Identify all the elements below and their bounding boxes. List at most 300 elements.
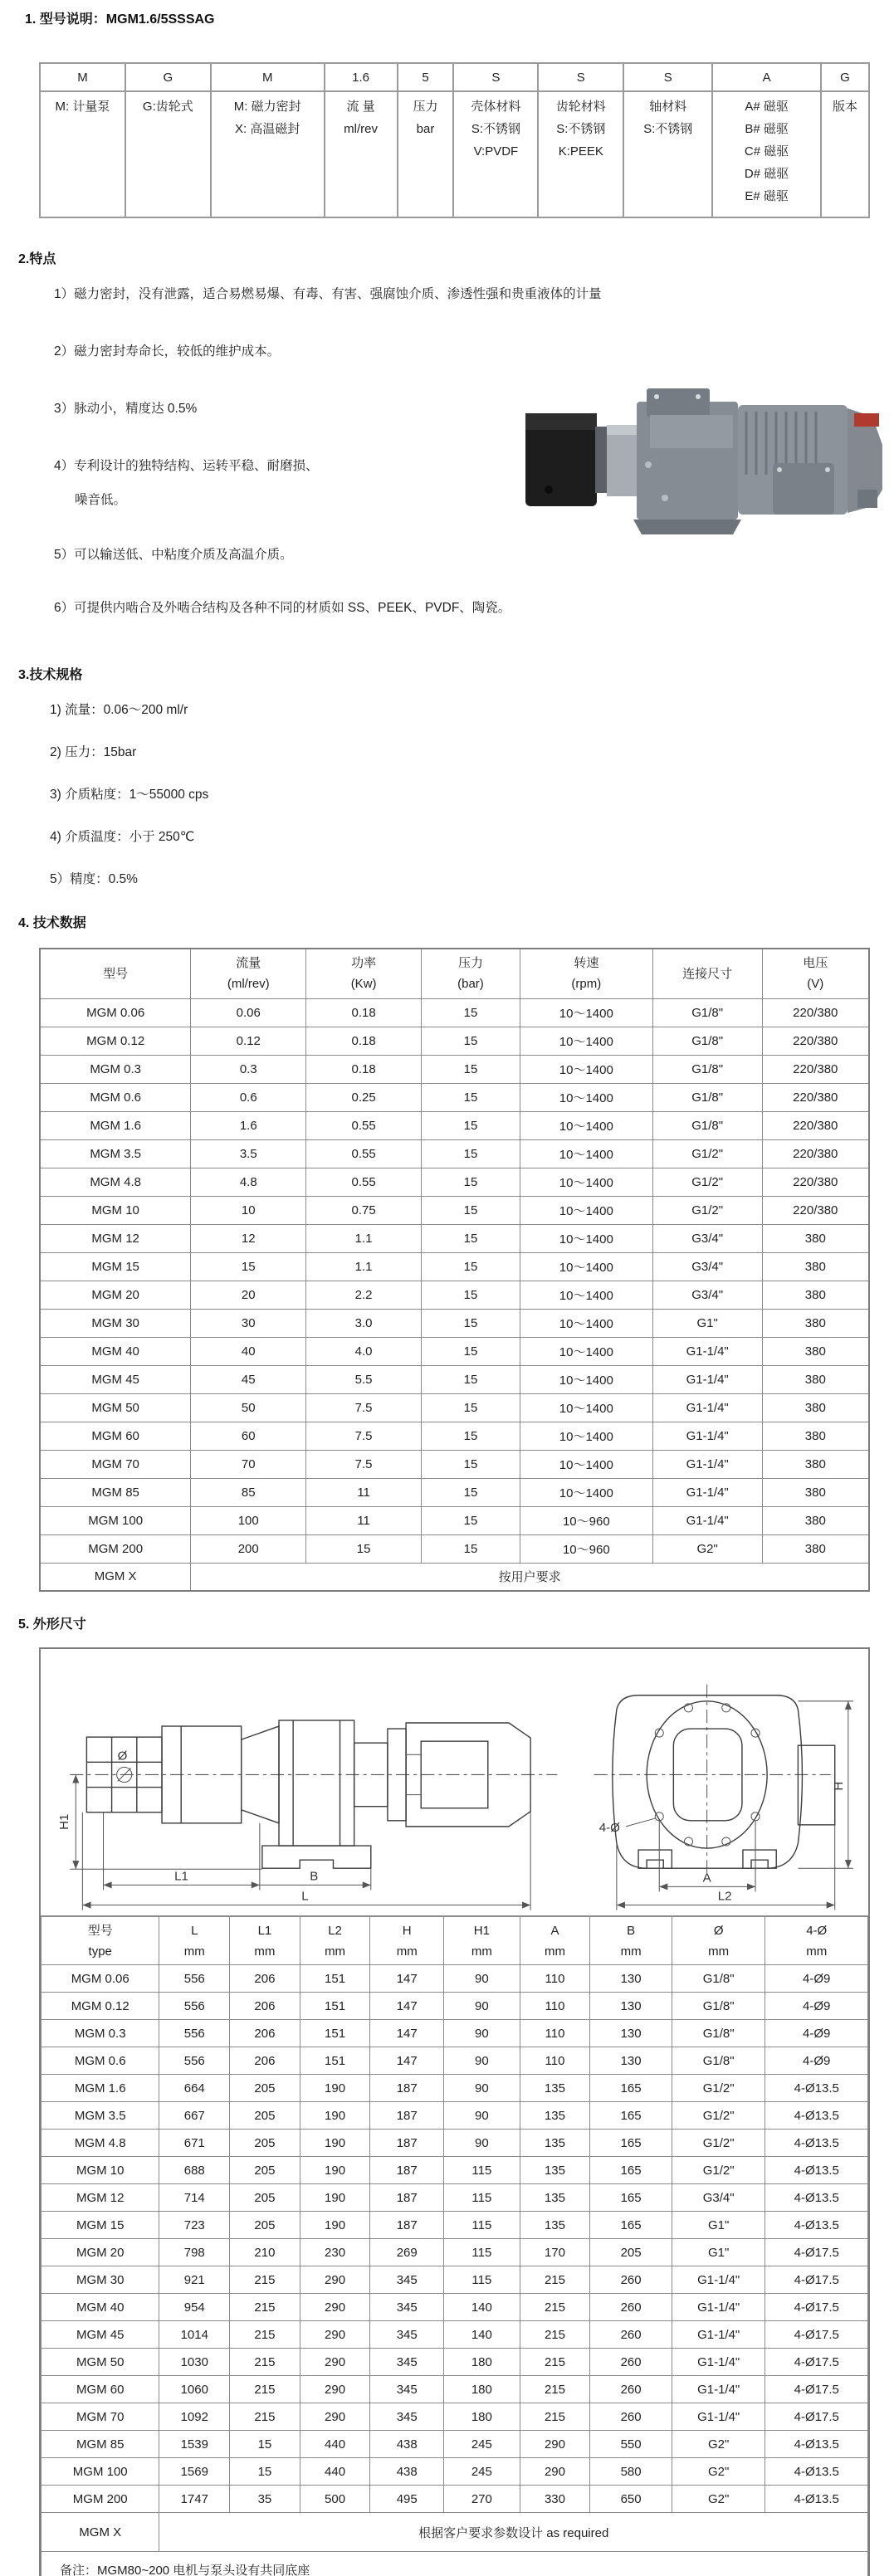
header-cell: Ø mm xyxy=(672,1917,765,1965)
cell: 110 xyxy=(520,1993,590,2020)
table-row xyxy=(42,2403,868,2431)
header-cell: M xyxy=(40,63,125,91)
model-code-table-body xyxy=(40,91,869,217)
table-row xyxy=(42,2212,868,2239)
header-cell: H mm xyxy=(370,1917,444,1965)
table-row xyxy=(40,1478,869,1506)
cell: 345 xyxy=(370,2266,444,2294)
header-cell: 1.6 xyxy=(325,63,398,91)
table-row xyxy=(42,2020,868,2047)
cell: 1060 xyxy=(159,2376,230,2403)
cell: 1747 xyxy=(159,2486,230,2513)
cell: 798 xyxy=(159,2239,230,2266)
cell: MGM 45 xyxy=(40,1365,191,1393)
cell: MGM 70 xyxy=(42,2403,159,2431)
cell: G1" xyxy=(672,2212,765,2239)
header-cell: L mm xyxy=(159,1917,230,1965)
cell: MGM 3.5 xyxy=(40,1139,191,1168)
cell: G1" xyxy=(672,2239,765,2266)
cell: 220/380 xyxy=(762,1055,869,1083)
cell: MGM 0.06 xyxy=(42,1965,159,1993)
cell: M: 磁力密封 X: 高温磁封 xyxy=(211,91,325,217)
cell: 180 xyxy=(444,2349,520,2376)
cell: 190 xyxy=(300,2102,370,2130)
outline-dimensions-table-body xyxy=(42,1965,868,2576)
cell: 7.5 xyxy=(306,1393,422,1422)
cell: 206 xyxy=(230,1965,300,1993)
cell: M: 计量泵 xyxy=(40,91,125,217)
cell: 290 xyxy=(520,2431,590,2458)
cell: 4-Ø13.5 xyxy=(765,2458,868,2486)
cell: 15 xyxy=(422,1534,520,1563)
cell: 0.18 xyxy=(306,998,422,1027)
section-3-heading: 3.技术规格 xyxy=(18,668,83,682)
cell: 15 xyxy=(422,1365,520,1393)
table-row xyxy=(42,2321,868,2349)
cell: 7.5 xyxy=(306,1422,422,1450)
cell: 4-Ø13.5 xyxy=(765,2212,868,2239)
cell: G3/4" xyxy=(672,2184,765,2212)
cell: 206 xyxy=(230,2020,300,2047)
cell: 4-Ø17.5 xyxy=(765,2349,868,2376)
cell: 205 xyxy=(230,2130,300,2157)
cell: G1/2" xyxy=(652,1139,762,1168)
table-row xyxy=(40,1393,869,1422)
cell: 215 xyxy=(230,2376,300,2403)
cell: G1-1/4" xyxy=(652,1422,762,1450)
table-row xyxy=(42,2266,868,2294)
cell: 220/380 xyxy=(762,1139,869,1168)
cell: 4.0 xyxy=(306,1337,422,1365)
cell: 260 xyxy=(590,2294,672,2321)
cell: 4.8 xyxy=(191,1168,306,1196)
cell: G1/8" xyxy=(652,1055,762,1083)
cell: MGM 0.12 xyxy=(42,1993,159,2020)
table-row xyxy=(40,1281,869,1309)
cell: 3.0 xyxy=(306,1309,422,1337)
header-cell: 4-Ø mm xyxy=(765,1917,868,1965)
cell: 4-Ø9 xyxy=(765,1993,868,2020)
cell: G1/8" xyxy=(652,1027,762,1055)
cell: 15 xyxy=(422,1252,520,1281)
header-cell: A xyxy=(712,63,821,91)
cell: 15 xyxy=(422,1027,520,1055)
cell: 556 xyxy=(159,1993,230,2020)
table-row xyxy=(42,2376,868,2403)
table-row xyxy=(40,1563,869,1591)
table-row xyxy=(40,1139,869,1168)
header-cell: L1 mm xyxy=(230,1917,300,1965)
table-row xyxy=(42,2486,868,2513)
table-row xyxy=(42,2130,868,2157)
cell: G1/2" xyxy=(672,2130,765,2157)
cell: 30 xyxy=(191,1309,306,1337)
table-row xyxy=(42,2157,868,2184)
cell: 135 xyxy=(520,2102,590,2130)
cell: 10～1400 xyxy=(520,1281,652,1309)
cell: 330 xyxy=(520,2486,590,2513)
cell: 版本 xyxy=(821,91,869,217)
cell: 齿轮材料 S:不锈钢 K:PEEK xyxy=(538,91,623,217)
header-cell: S xyxy=(538,63,623,91)
cell: G1/8" xyxy=(672,2047,765,2075)
cell: 664 xyxy=(159,2075,230,2102)
cell: 190 xyxy=(300,2130,370,2157)
cell: 3.5 xyxy=(191,1139,306,1168)
cell: MGM 0.06 xyxy=(40,998,191,1027)
cell: 290 xyxy=(300,2403,370,2431)
cell: 85 xyxy=(191,1478,306,1506)
table-row xyxy=(40,1309,869,1337)
cell: 205 xyxy=(230,2157,300,2184)
header-cell: 流量 (ml/rev) xyxy=(191,949,306,998)
cell: 723 xyxy=(159,2212,230,2239)
table-row xyxy=(40,1252,869,1281)
cell: 1569 xyxy=(159,2458,230,2486)
spec-item-3: 3) 介质粘度：1～55000 cps xyxy=(50,788,209,802)
cell: 165 xyxy=(590,2075,672,2102)
cell: 4-Ø13.5 xyxy=(765,2075,868,2102)
cell: 165 xyxy=(590,2212,672,2239)
cell: 110 xyxy=(520,2047,590,2075)
cell: 245 xyxy=(444,2458,520,2486)
cell: 15 xyxy=(306,1534,422,1563)
cell: MGM 0.6 xyxy=(40,1083,191,1111)
cell: 10～1400 xyxy=(520,1450,652,1478)
table-row xyxy=(42,2349,868,2376)
cell: 205 xyxy=(230,2184,300,2212)
cell: MGM 100 xyxy=(40,1506,191,1534)
table-row xyxy=(42,1993,868,2020)
dimension-drawing xyxy=(41,1649,868,1916)
table-row xyxy=(40,1506,869,1534)
cell: 70 xyxy=(191,1450,306,1478)
cell: 90 xyxy=(444,2075,520,2102)
table-row xyxy=(40,1168,869,1196)
cell: G1/8" xyxy=(672,2020,765,2047)
cell: 151 xyxy=(300,2020,370,2047)
table-row xyxy=(42,2075,868,2102)
cell: 15 xyxy=(422,1506,520,1534)
table-row xyxy=(42,2047,868,2075)
cell: 290 xyxy=(520,2458,590,2486)
cell: G1-1/4" xyxy=(672,2376,765,2403)
table-row xyxy=(40,1224,869,1252)
cell: MGM 12 xyxy=(40,1224,191,1252)
cell: MGM 4.8 xyxy=(40,1168,191,1196)
cell: 190 xyxy=(300,2075,370,2102)
cell: 210 xyxy=(230,2239,300,2266)
table-row xyxy=(40,1196,869,1224)
cell: 10～1400 xyxy=(520,1168,652,1196)
pump-product-photo xyxy=(524,365,887,541)
technical-data-table-body xyxy=(40,998,869,1591)
cell: 440 xyxy=(300,2458,370,2486)
cell: 15 xyxy=(422,998,520,1027)
cell: 130 xyxy=(590,2047,672,2075)
table-row xyxy=(42,2513,868,2552)
cell: 260 xyxy=(590,2266,672,2294)
table-row xyxy=(40,1111,869,1139)
cell: G1-1/4" xyxy=(672,2294,765,2321)
cell: 15 xyxy=(230,2458,300,2486)
cell: 20 xyxy=(191,1281,306,1309)
cell: 0.25 xyxy=(306,1083,422,1111)
cell: 10～1400 xyxy=(520,1309,652,1337)
table-row xyxy=(40,1422,869,1450)
technical-data-table xyxy=(39,948,870,1592)
cell: G1-1/4" xyxy=(652,1393,762,1422)
cell: 187 xyxy=(370,2075,444,2102)
cell: 140 xyxy=(444,2294,520,2321)
cell: G3/4" xyxy=(652,1224,762,1252)
header-cell: A mm xyxy=(520,1917,590,1965)
cell: 0.55 xyxy=(306,1168,422,1196)
cell: MGM 40 xyxy=(42,2294,159,2321)
cell: 135 xyxy=(520,2130,590,2157)
cell: 550 xyxy=(590,2431,672,2458)
dimension-drawing-svg xyxy=(41,1649,868,1915)
cell: MGM 12 xyxy=(42,2184,159,2212)
cell: MGM 40 xyxy=(40,1337,191,1365)
cell: G1-1/4" xyxy=(652,1365,762,1393)
header-cell: G xyxy=(125,63,211,91)
cell: 4-Ø17.5 xyxy=(765,2376,868,2403)
cell: 100 xyxy=(191,1506,306,1534)
cell: 380 xyxy=(762,1422,869,1450)
cell: G1/8" xyxy=(652,998,762,1027)
cell: 556 xyxy=(159,2047,230,2075)
cell: 流 量 ml/rev xyxy=(325,91,398,217)
cell: MGM 0.3 xyxy=(40,1055,191,1083)
cell: G1-1/4" xyxy=(652,1478,762,1506)
cell: 667 xyxy=(159,2102,230,2130)
cell: 压力 bar xyxy=(398,91,454,217)
header-cell: G xyxy=(821,63,869,91)
cell: 45 xyxy=(191,1365,306,1393)
cell: MGM 70 xyxy=(40,1450,191,1478)
label-h: H xyxy=(831,1781,846,1791)
cell: 187 xyxy=(370,2102,444,2130)
features-list xyxy=(0,285,894,617)
header-row xyxy=(40,949,869,998)
cell: 230 xyxy=(300,2239,370,2266)
cell: 1.1 xyxy=(306,1224,422,1252)
header-cell: 连接尺寸 xyxy=(652,949,762,998)
cell: 10～1400 xyxy=(520,1365,652,1393)
cell: MGM 200 xyxy=(40,1534,191,1563)
cell: 90 xyxy=(444,1993,520,2020)
cell: 4-Ø13.5 xyxy=(765,2102,868,2130)
cell: 380 xyxy=(762,1337,869,1365)
cell: 根据客户要求参数设计 as required xyxy=(159,2513,868,2552)
cell: 165 xyxy=(590,2157,672,2184)
cell: 190 xyxy=(300,2157,370,2184)
cell: 714 xyxy=(159,2184,230,2212)
section-4-heading: 4. 技术数据 xyxy=(18,916,86,930)
cell: 4-Ø9 xyxy=(765,1965,868,1993)
label-l2: L2 xyxy=(717,1889,732,1904)
cell: 90 xyxy=(444,2102,520,2130)
cell: 4-Ø13.5 xyxy=(765,2130,868,2157)
cell: G1/2" xyxy=(652,1196,762,1224)
label-a: A xyxy=(702,1871,711,1886)
spec-item-5: 5）精度：0.5% xyxy=(50,872,138,886)
cell: G3/4" xyxy=(652,1252,762,1281)
header-cell: M xyxy=(211,63,325,91)
cell: 380 xyxy=(762,1252,869,1281)
header-cell: B mm xyxy=(590,1917,672,1965)
cell: 215 xyxy=(230,2403,300,2431)
cell: 495 xyxy=(370,2486,444,2513)
cell: 10～1400 xyxy=(520,1196,652,1224)
table-row xyxy=(40,1027,869,1055)
cell: 260 xyxy=(590,2349,672,2376)
cell: 220/380 xyxy=(762,1168,869,1196)
cell: 180 xyxy=(444,2376,520,2403)
cell: 11 xyxy=(306,1506,422,1534)
cell: 35 xyxy=(230,2486,300,2513)
cell: 187 xyxy=(370,2157,444,2184)
cell: 115 xyxy=(444,2184,520,2212)
cell: 15 xyxy=(422,1393,520,1422)
label-h1: H1 xyxy=(57,1813,72,1830)
cell: MGM X xyxy=(40,1563,191,1591)
cell: MGM 15 xyxy=(42,2212,159,2239)
cell: MGM 10 xyxy=(40,1196,191,1224)
cell: 438 xyxy=(370,2458,444,2486)
cell: 115 xyxy=(444,2212,520,2239)
cell: 1092 xyxy=(159,2403,230,2431)
cell: 90 xyxy=(444,2130,520,2157)
cell: 215 xyxy=(520,2349,590,2376)
cell: 215 xyxy=(520,2266,590,2294)
cell: 220/380 xyxy=(762,1111,869,1139)
cell: G2" xyxy=(672,2431,765,2458)
header-cell: L2 mm xyxy=(300,1917,370,1965)
cell: 15 xyxy=(422,1450,520,1478)
table-row xyxy=(42,2294,868,2321)
cell: 10～1400 xyxy=(520,1478,652,1506)
cell: 11 xyxy=(306,1478,422,1506)
cell: 4-Ø17.5 xyxy=(765,2239,868,2266)
cell: 10～1400 xyxy=(520,1027,652,1055)
cell: 206 xyxy=(230,2047,300,2075)
feature-item-4-continued: 噪音低。 xyxy=(75,493,127,507)
cell: 0.55 xyxy=(306,1111,422,1139)
title-prefix: 1. 型号说明： xyxy=(25,12,106,27)
cell: 90 xyxy=(444,2047,520,2075)
cell: 180 xyxy=(444,2403,520,2431)
table-row xyxy=(42,2431,868,2458)
table-row xyxy=(40,1534,869,1563)
header-cell: S xyxy=(453,63,538,91)
header-cell: 型号 type xyxy=(42,1917,159,1965)
cell: 380 xyxy=(762,1224,869,1252)
table-row xyxy=(40,91,869,217)
cell: 0.6 xyxy=(191,1083,306,1111)
cell: 10～1400 xyxy=(520,1252,652,1281)
cell: MGM 4.8 xyxy=(42,2130,159,2157)
cell: 10～1400 xyxy=(520,1224,652,1252)
cell: 10～960 xyxy=(520,1506,652,1534)
table-row xyxy=(40,998,869,1027)
cell: MGM 10 xyxy=(42,2157,159,2184)
spec-item-1: 1) 流量：0.06～200 ml/r xyxy=(50,703,188,717)
cell: 380 xyxy=(762,1393,869,1422)
cell: 921 xyxy=(159,2266,230,2294)
cell: G3/4" xyxy=(652,1281,762,1309)
cell: 7.5 xyxy=(306,1450,422,1478)
cell: 10～1400 xyxy=(520,1055,652,1083)
cell: 440 xyxy=(300,2431,370,2458)
cell: 60 xyxy=(191,1422,306,1450)
cell: 147 xyxy=(370,1965,444,1993)
cell: 135 xyxy=(520,2075,590,2102)
cell: 135 xyxy=(520,2184,590,2212)
cell: MGM 200 xyxy=(42,2486,159,2513)
feature-item-1: 1）磁力密封，没有泄露，适合易燃易爆、有毒、有害、强腐蚀介质、渗透性强和贵重液体的计量 xyxy=(54,287,602,301)
cell: MGM 50 xyxy=(42,2349,159,2376)
cell: 115 xyxy=(444,2239,520,2266)
cell: MGM 1.6 xyxy=(42,2075,159,2102)
cell: 15 xyxy=(422,1309,520,1337)
table-row xyxy=(42,2458,868,2486)
cell: G1/8" xyxy=(672,1993,765,2020)
cell: MGM X xyxy=(42,2513,159,2552)
cell: 1030 xyxy=(159,2349,230,2376)
section-2-heading: 2.特点 xyxy=(18,252,56,266)
cell: 0.75 xyxy=(306,1196,422,1224)
cell: 190 xyxy=(300,2212,370,2239)
cell: 4-Ø9 xyxy=(765,2020,868,2047)
header-row xyxy=(42,1917,868,1965)
cell: MGM 0.12 xyxy=(40,1027,191,1055)
cell: 290 xyxy=(300,2294,370,2321)
cell: 10～1400 xyxy=(520,998,652,1027)
cell: 10～1400 xyxy=(520,1422,652,1450)
cell: 151 xyxy=(300,1993,370,2020)
header-cell: 转速 (rpm) xyxy=(520,949,652,998)
cell: G1" xyxy=(652,1309,762,1337)
feature-item-4: 4）专利设计的独特结构、运转平稳、耐磨损、 xyxy=(54,459,319,473)
cell: 12 xyxy=(191,1224,306,1252)
cell: 4-Ø17.5 xyxy=(765,2321,868,2349)
cell: 1.1 xyxy=(306,1252,422,1281)
cell: 671 xyxy=(159,2130,230,2157)
model-code-table xyxy=(39,62,870,218)
cell: MGM 20 xyxy=(42,2239,159,2266)
cell: MGM 15 xyxy=(40,1252,191,1281)
cell: 215 xyxy=(520,2403,590,2431)
cell: 205 xyxy=(230,2102,300,2130)
cell: 140 xyxy=(444,2321,520,2349)
cell: 500 xyxy=(300,2486,370,2513)
cell: A# 磁驱 B# 磁驱 C# 磁驱 D# 磁驱 E# 磁驱 xyxy=(712,91,821,217)
cell: MGM 3.5 xyxy=(42,2102,159,2130)
cell: 556 xyxy=(159,1965,230,1993)
cell: 165 xyxy=(590,2184,672,2212)
header-cell: 电压 (V) xyxy=(762,949,869,998)
cell: 0.12 xyxy=(191,1027,306,1055)
cell: 15 xyxy=(422,1111,520,1139)
cell: 15 xyxy=(422,1168,520,1196)
cell: 165 xyxy=(590,2102,672,2130)
cell: 380 xyxy=(762,1534,869,1563)
cell: MGM 30 xyxy=(40,1309,191,1337)
cell: 345 xyxy=(370,2294,444,2321)
header-cell: 功率 (Kw) xyxy=(306,949,422,998)
